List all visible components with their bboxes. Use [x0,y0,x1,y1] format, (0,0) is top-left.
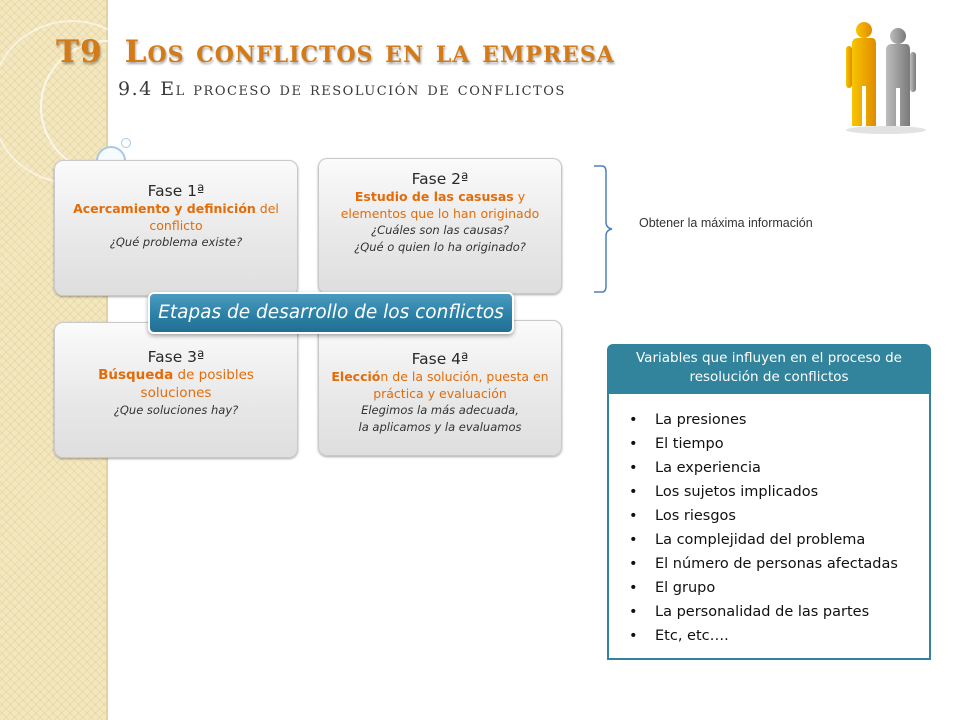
list-item [629,456,929,480]
topic-title: Los conflictos en la empresa [124,34,615,70]
list-item [629,528,929,552]
phase-3-card [54,322,298,458]
list-item-text: El tiempo [655,436,724,452]
bullet-icon: • [629,436,638,452]
phase-2-question-2: ¿Qué o quien lo ha originado? [354,240,526,254]
phase-3-question: ¿Que soluciones hay? [113,403,239,417]
phase-4-description [326,368,554,402]
phase-2-text: y elementos que lo han originado [340,189,540,221]
phase-1-highlight: Acercamiento y definición [73,201,256,216]
variables-list [609,394,929,648]
list-item-text: La complejidad del problema [655,532,866,548]
bullet-icon: • [629,604,638,620]
list-item [629,480,929,504]
bullet-icon: • [629,508,638,524]
variables-heading: Variables que influyen en el proceso de resolución de conflictos [607,344,931,396]
list-item-text: La presiones [655,412,747,428]
phase-4-card [318,320,562,456]
list-item [629,624,929,648]
phase-3-highlight: Búsqueda [98,367,174,383]
two-people-figures-icon [838,16,934,136]
bullet-icon: • [629,628,638,644]
bullet-icon: • [629,532,638,548]
slide-subtitle: 9.4 El proceso de resolución de conflictos [118,78,566,100]
list-item-text: Los sujetos implicados [655,484,819,500]
phase-3-title: Fase 3ª [147,348,205,366]
list-item-text: El grupo [655,580,716,596]
list-item [629,432,929,456]
phase-1-question: ¿Qué problema existe? [109,235,243,249]
phase-1-text: del conflicto [149,201,279,233]
phase-3-text: de posibles soluciones [140,367,254,401]
list-item [629,552,929,576]
phase-2-card [318,158,562,294]
phase-1-card [54,160,298,296]
bullet-icon: • [629,460,638,476]
list-item-text: Etc, etc…. [655,628,729,644]
phase-1-title: Fase 1ª [147,182,205,200]
stages-banner: Etapas de desarrollo de los conflictos [148,292,514,334]
phase-4-title: Fase 4ª [411,350,469,368]
right-brace-icon [592,164,622,294]
list-item-text: Los riesgos [655,508,736,524]
bullet-icon: • [629,556,638,572]
slide-title [56,34,615,70]
phase-2-highlight: Estudio de las casusas [354,189,514,204]
list-item-text: La experiencia [655,460,761,476]
bullet-icon: • [629,580,638,596]
decorative-bubble-small [121,138,131,148]
phase-4-text: n de la solución, puesta en práctica y evaluación [373,369,549,401]
list-item-text: El número de personas afectadas [655,556,898,572]
bracket-note: Obtener la máxima información [639,216,813,230]
list-item [629,504,929,528]
phase-4-question-1: Elegimos la más adecuada, [361,403,519,417]
list-item [629,576,929,600]
variables-box [607,344,931,660]
bullet-icon: • [629,484,638,500]
phase-4-question-2: la aplicamos y la evaluamos [358,420,522,434]
phase-2-question-1: ¿Cuáles son las causas? [370,223,510,237]
phase-2-description [326,188,554,222]
variables-body [607,392,931,660]
list-item [629,600,929,624]
phase-1-description [62,200,290,234]
bullet-icon: • [629,412,638,428]
phase-2-title: Fase 2ª [411,170,469,188]
list-item [629,408,929,432]
list-item-text: La personalidad de las partes [655,604,870,620]
topic-number: T9 [56,34,103,70]
phase-3-description [62,366,290,402]
phase-4-highlight: Elecció [331,369,381,384]
